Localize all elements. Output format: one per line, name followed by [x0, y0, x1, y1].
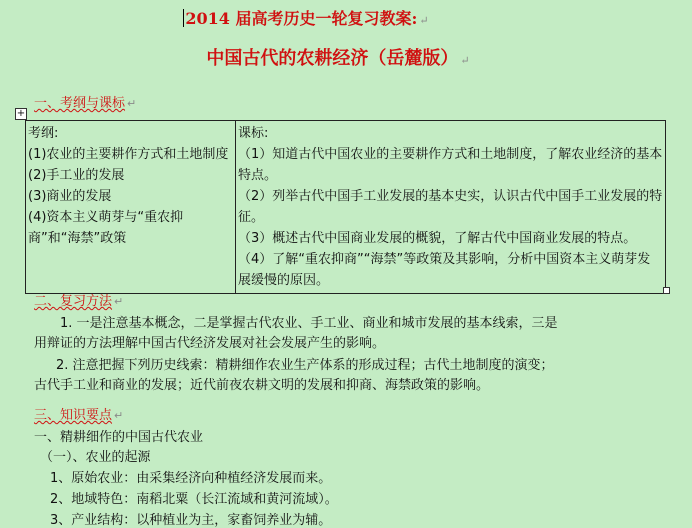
method-1-line-1: 1. 一是注意基本概念，二是掌握古代农业、手工业、商业和城市发展的基本线索，三是 — [60, 316, 558, 331]
knowledge-item-2: 2、地域特色：南稻北粟（长江流域和黄河流域）。 — [50, 492, 338, 507]
method-2-line-1: 2. 注意把握下列历史线索：精耕细作农业生产体系的形成过程；古代土地制度的演变； — [56, 358, 554, 373]
knowledge-item-1: 1、原始农业：由采集经济向种植经济发展而来。 — [50, 471, 332, 486]
table-move-handle-icon[interactable]: + — [16, 108, 26, 119]
knowledge-item-3: 3、产业结构：以种植业为主，家畜饲养业为辅。 — [50, 513, 332, 528]
knowledge-heading: 一、精耕细作的中国古代农业 — [34, 430, 204, 445]
method-2-line-2: 古代手工业和商业的发展；近代前夜农耕文明的发展和抑商、海禁政策的影响。 — [34, 378, 490, 393]
syllabus-table — [25, 120, 666, 294]
method-1-line-2: 用辩证的方法理解中国古代经济发展对社会发展产生的影响。 — [34, 336, 386, 351]
section-heading-2: 二、复习方法 ↵ — [34, 294, 124, 309]
table-resize-handle[interactable] — [663, 287, 670, 294]
doc-title-line2: 中国古代的农耕经济（岳麓版） ↵ — [206, 48, 470, 69]
section-heading-3: 三、知识要点 ↵ — [34, 408, 124, 423]
table-cell-curriculum[interactable]: 课标: （1）知道古代中国农业的主要耕作方式和土地制度，了解农业经济的基本特点。 （2）列举古代中国手工业发展的基本史实，认识古代中国手工业发展的特征。 （3）概述古代中国商业发展的概貌，了解古代中国商业发展的特点。 （4）了解“重农抑商”“海禁”等政策及其影响，分析中国资本主义萌芽发展缓慢的原因。 — [236, 121, 666, 294]
section-heading-1: 一、考纲与课标 ↵ — [34, 96, 137, 111]
knowledge-subheading: （一）、农业的起源 — [40, 450, 151, 465]
table-cell-syllabus[interactable]: 考纲: (1)农业的主要耕作方式和土地制度 (2)手工业的发展 (3)商业的发展 (4)资本主义萌芽与“重农抑商”和“海禁”政策 — [26, 121, 236, 294]
doc-title-line1: 2014 届高考历史一轮复习教案: ↵ — [185, 9, 429, 28]
